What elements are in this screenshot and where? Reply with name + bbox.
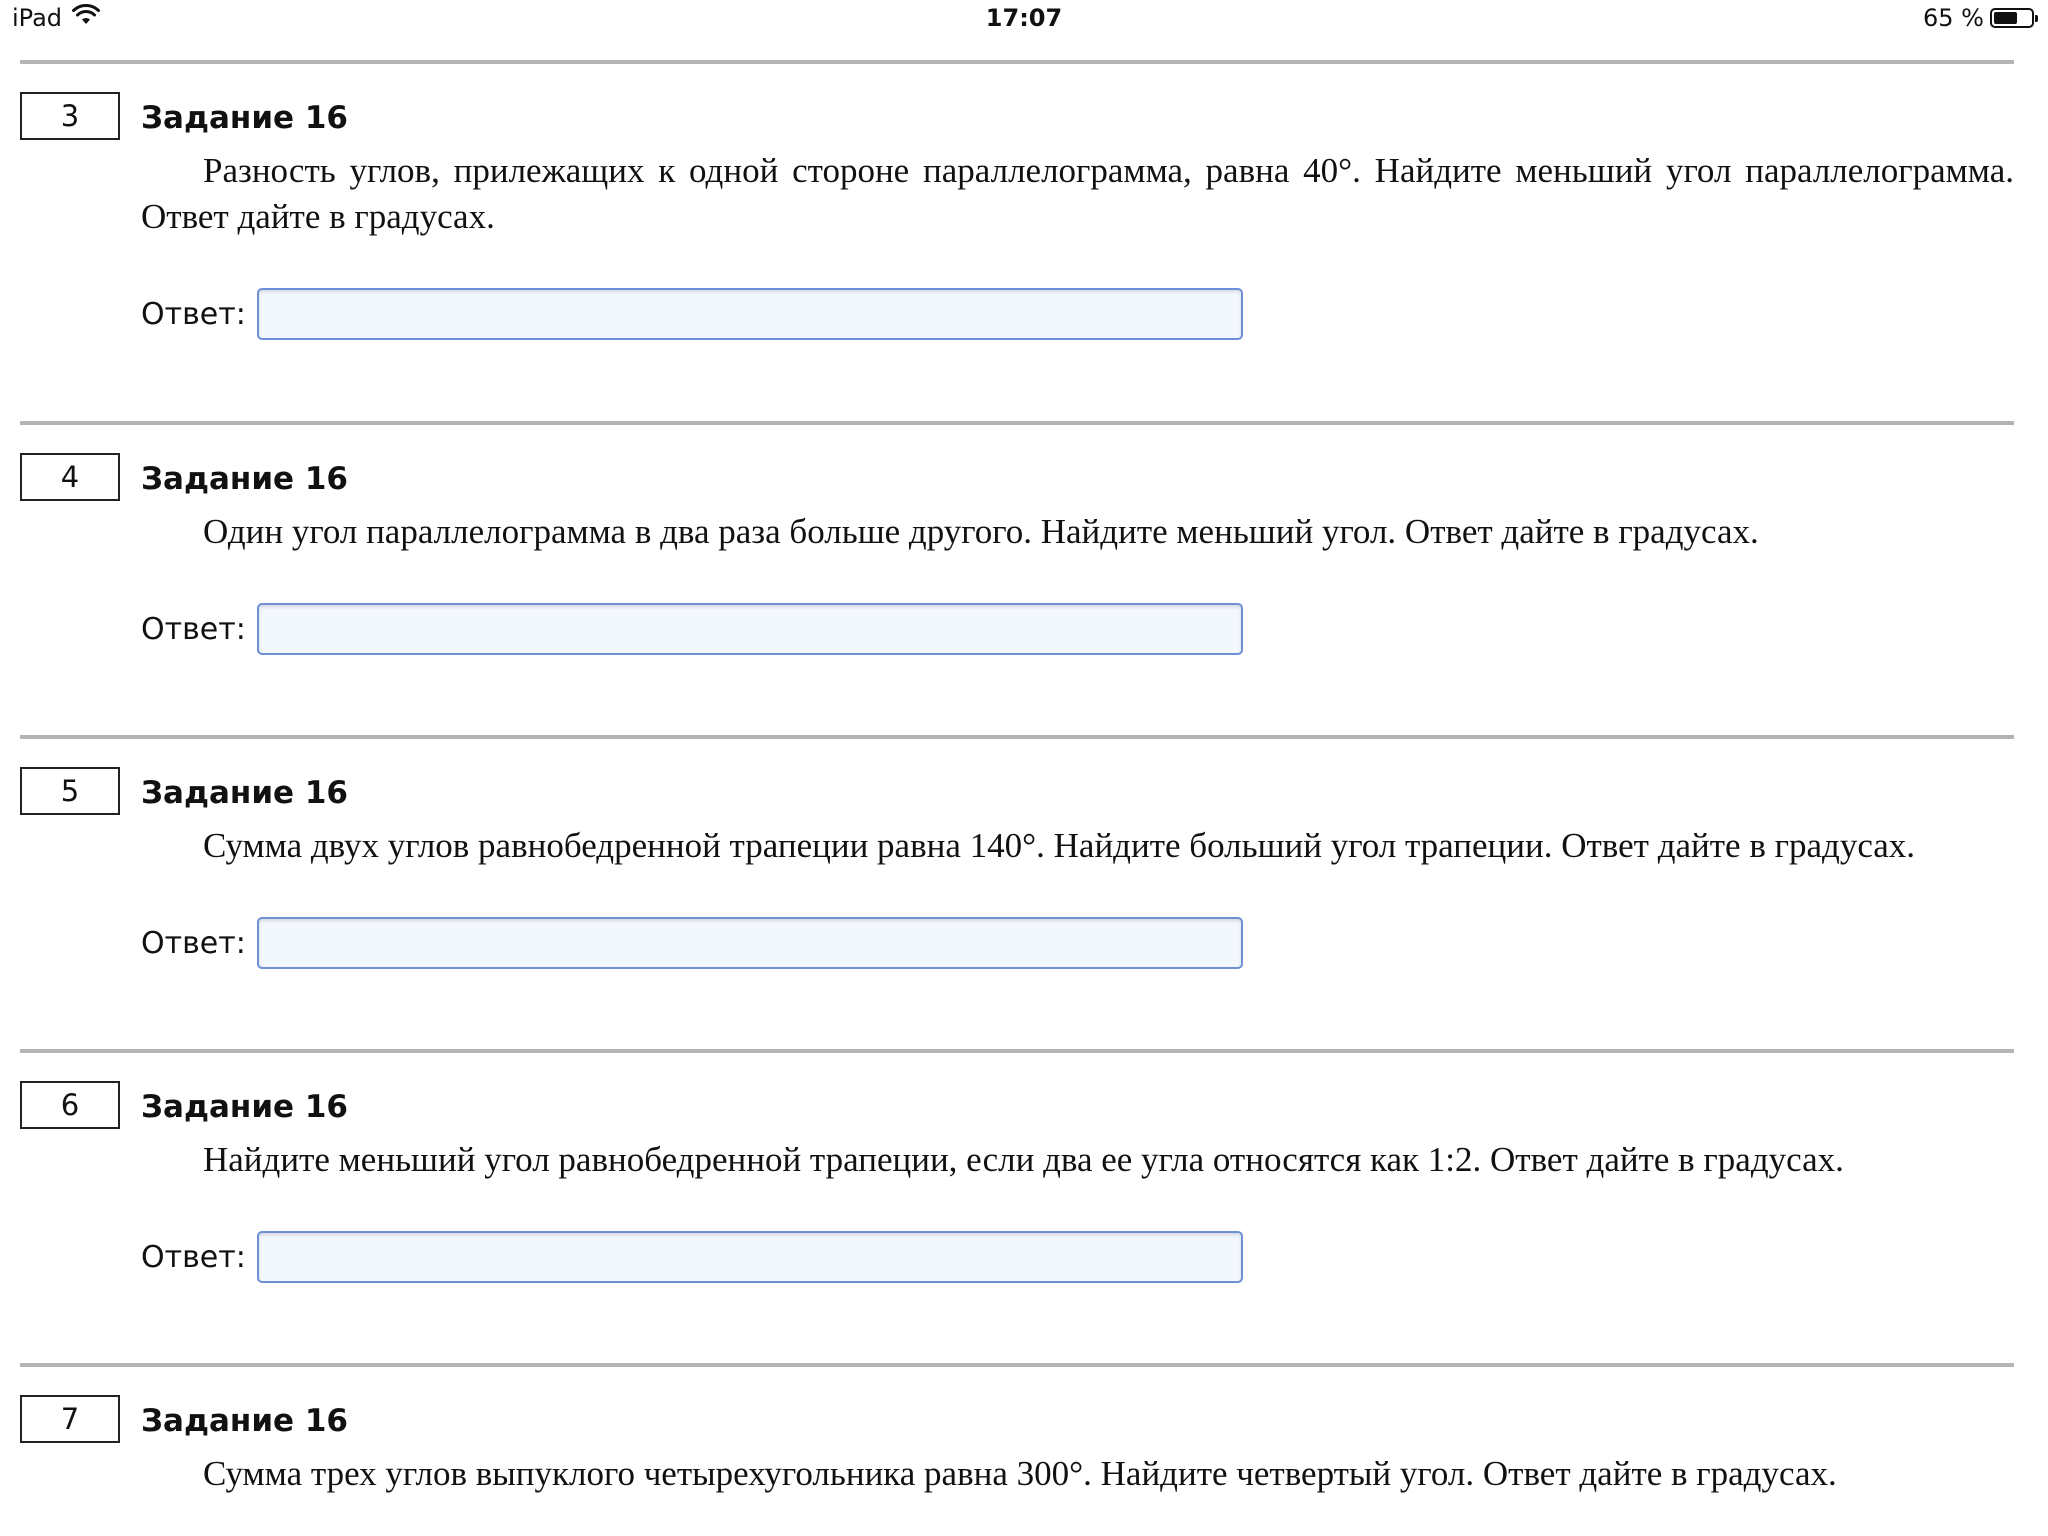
task-title: Задание 16 xyxy=(141,461,348,497)
battery-level-fill xyxy=(1994,12,2017,24)
task-card xyxy=(0,421,2048,735)
answer-input[interactable] xyxy=(257,288,1243,340)
task-divider xyxy=(20,1049,2014,1053)
task-number-box: 7 xyxy=(20,1395,120,1443)
task-divider xyxy=(20,1363,2014,1367)
answer-label: Ответ: xyxy=(141,296,246,332)
task-title: Задание 16 xyxy=(141,1089,348,1125)
task-text: Один угол параллелограмма в два раза больше другого. Найдите меньший угол. Ответ дайте в градусах. xyxy=(203,512,1759,551)
task-title: Задание 16 xyxy=(141,1403,348,1439)
task-title: Задание 16 xyxy=(141,100,348,136)
task-divider xyxy=(20,735,2014,739)
device-name: iPad xyxy=(12,4,63,32)
task-text: Сумма трех углов выпуклого четырехугольника равна 300°. Найдите четвертый угол. Ответ дайте в градусах. xyxy=(203,1454,1837,1493)
task-text: Сумма двух углов равнобедренной трапеции равна 140°. Найдите больший угол трапеции. Ответ дайте в градусах. xyxy=(203,826,1916,865)
answer-row xyxy=(141,288,1243,340)
task-card xyxy=(0,1049,2048,1363)
task-card xyxy=(0,60,2048,374)
answer-row xyxy=(141,1231,1243,1283)
answer-input[interactable] xyxy=(257,1231,1243,1283)
task-title: Задание 16 xyxy=(141,775,348,811)
task-divider xyxy=(20,421,2014,425)
status-bar-right xyxy=(1923,4,2034,32)
status-bar xyxy=(0,0,2048,40)
task-number-box: 4 xyxy=(20,453,120,501)
clock: 17:07 xyxy=(985,4,1063,32)
task-card xyxy=(0,1363,2048,1536)
answer-label: Ответ: xyxy=(141,611,246,647)
answer-row xyxy=(141,603,1243,655)
task-card xyxy=(0,735,2048,1049)
battery-percent: 65 % xyxy=(1923,4,1984,32)
task-number-box: 5 xyxy=(20,767,120,815)
task-text: Разность углов, прилежащих к одной стороне параллелограмма, равна 40°. Найдите меньший угол параллелограмма. Ответ дайте в градусах. xyxy=(141,151,2014,236)
answer-input[interactable] xyxy=(257,917,1243,969)
task-number-box: 6 xyxy=(20,1081,120,1129)
task-divider xyxy=(20,60,2014,64)
answer-label: Ответ: xyxy=(141,1239,246,1275)
answer-input[interactable] xyxy=(257,603,1243,655)
task-text: Найдите меньший угол равнобедренной трапеции, если два ее угла относятся как 1:2. Ответ дайте в градусах. xyxy=(203,1140,1844,1179)
answer-row xyxy=(141,917,1243,969)
task-number-box: 3 xyxy=(20,92,120,140)
battery-icon xyxy=(1990,8,2034,28)
answer-label: Ответ: xyxy=(141,925,246,961)
